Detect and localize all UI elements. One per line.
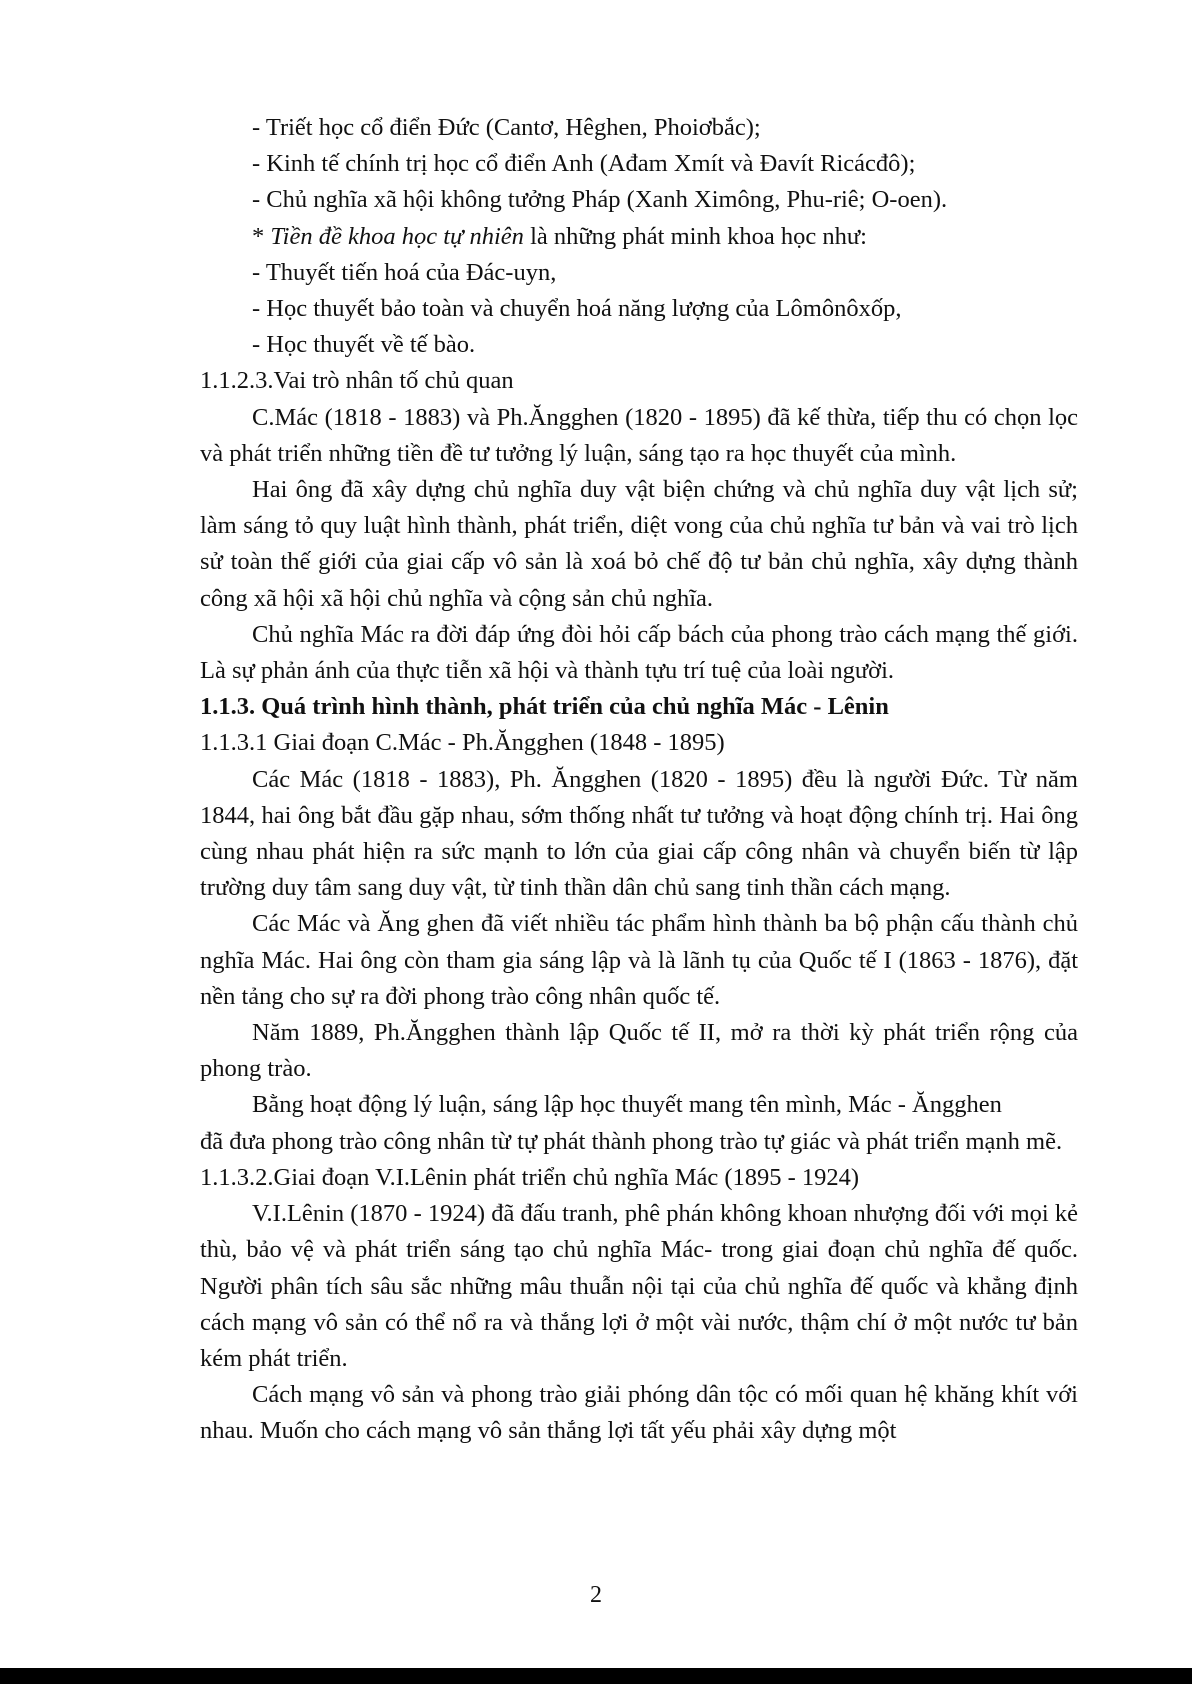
paragraph: V.I.Lênin (1870 - 1924) đã đấu tranh, phê phán không khoan nhượng đối với mọi kẻ thù, bảo vệ và phát triển sáng tạo chủ nghĩa Mác- trong giai đoạn chủ nghĩa đế quốc. Người phân tích sâu sắc những mâu thuẫn nội tại của chủ nghĩa đế quốc và khẳng định cách mạng vô sản có thể nổ ra và thắng lợi ở một vài nước, thậm chí ở một nước tư bản kém phát triển. — [200, 1200, 1078, 1372]
line-rest: là những phát minh khoa học như: — [523, 222, 867, 250]
text-line: - Kinh tế chính trị học cổ điển Anh (Ađam Xmít và Đavít Ricácđô); — [252, 150, 916, 178]
bottom-edge-bar — [0, 1668, 1192, 1684]
paragraph: Các Mác (1818 - 1883), Ph. Ăngghen (1820 - 1895) đều là người Đức. Từ năm 1844, hai ông bắt đầu gặp nhau, sớm thống nhất tư tưởng và hoạt động chính trị. Hai ông cùng nhau phát hiện ra sức mạnh to lớn của giai cấp công nhân và chuyển biến từ lập trường duy tâm sang duy vật, từ tinh thần dân chủ sang tinh thần cách mạng. — [200, 765, 1078, 902]
paragraph: C.Mác (1818 - 1883) và Ph.Ăngghen (1820 - 1895) đã kế thừa, tiếp thu có chọn lọc và phát triển những tiền đề tư tưởng lý luận, sáng tạo ra học thuyết của mình. — [200, 403, 1078, 467]
italic-term: Tiền đề khoa học tự nhiên — [270, 222, 524, 250]
page-body — [200, 110, 1078, 1450]
natural-science-line — [200, 219, 1078, 255]
text-line: - Triết học cổ điển Đức (Cantơ, Hêghen, Phoiơbắc); — [252, 114, 761, 141]
paragraph: Các Mác và Ăng ghen đã viết nhiều tác phẩm hình thành ba bộ phận cấu thành chủ nghĩa Mác. Hai ông còn tham gia sáng lập và là lãnh tụ của Quốc tế I (1863 - 1876), đặt nền tảng cho sự ra đời phong trào công nhân quốc tế. — [200, 910, 1078, 1010]
page-number: 2 — [590, 1582, 602, 1608]
text-line: - Học thuyết bảo toàn và chuyển hoá năng lượng của Lômônôxốp, — [252, 295, 902, 323]
paragraph: Cách mạng vô sản và phong trào giải phóng dân tộc có mối quan hệ khăng khít với nhau. Muốn cho cách mạng vô sản thắng lợi tất yếu phải xây dựng một — [200, 1381, 1078, 1445]
section-heading-113: 1.1.3. Quá trình hình thành, phát triển của chủ nghĩa Mác - Lênin — [200, 693, 889, 721]
section-heading-1132: 1.1.3.2.Giai đoạn V.I.Lênin phát triển chủ nghĩa Mác (1895 - 1924) — [200, 1163, 860, 1191]
text-line: - Học thuyết về tế bào. — [252, 331, 476, 359]
text-line: - Chủ nghĩa xã hội không tưởng Pháp (Xanh Ximông, Phu-riê; O-oen). — [252, 186, 948, 214]
paragraph-continuation: đã đưa phong trào công nhân từ tự phát thành phong trào tự giác và phát triển mạnh mẽ. — [200, 1127, 1063, 1155]
text-line: - Thuyết tiến hoá của Đác-uyn, — [252, 258, 557, 286]
section-heading-1123: 1.1.2.3.Vai trò nhân tố chủ quan — [200, 367, 514, 395]
paragraph-first-line: Bằng hoạt động lý luận, sáng lập học thuyết mang tên mình, Mác - Ăngghen — [252, 1091, 1002, 1119]
paragraph: Chủ nghĩa Mác ra đời đáp ứng đòi hỏi cấp bách của phong trào cách mạng thế giới. Là sự phản ánh của thực tiễn xã hội và thành tựu trí tuệ của loài người. — [200, 620, 1078, 685]
section-heading-1131: 1.1.3.1 Giai đoạn C.Mác - Ph.Ăngghen (1848 - 1895) — [200, 729, 725, 757]
paragraph: Năm 1889, Ph.Ăngghen thành lập Quốc tế II, mở ra thời kỳ phát triển rộng của phong trào. — [200, 1019, 1078, 1083]
paragraph: Hai ông đã xây dựng chủ nghĩa duy vật biện chứng và chủ nghĩa duy vật lịch sử; làm sáng tỏ quy luật hình thành, phát triển, diệt vong của chủ nghĩa tư bản và vai trò lịch sử toàn thế giới của giai cấp vô sản là xoá bỏ chế độ tư bản chủ nghĩa, xây dựng thành công xã hội xã hội chủ nghĩa và cộng sản chủ nghĩa. — [200, 476, 1078, 612]
bullet-star: * — [252, 222, 271, 250]
